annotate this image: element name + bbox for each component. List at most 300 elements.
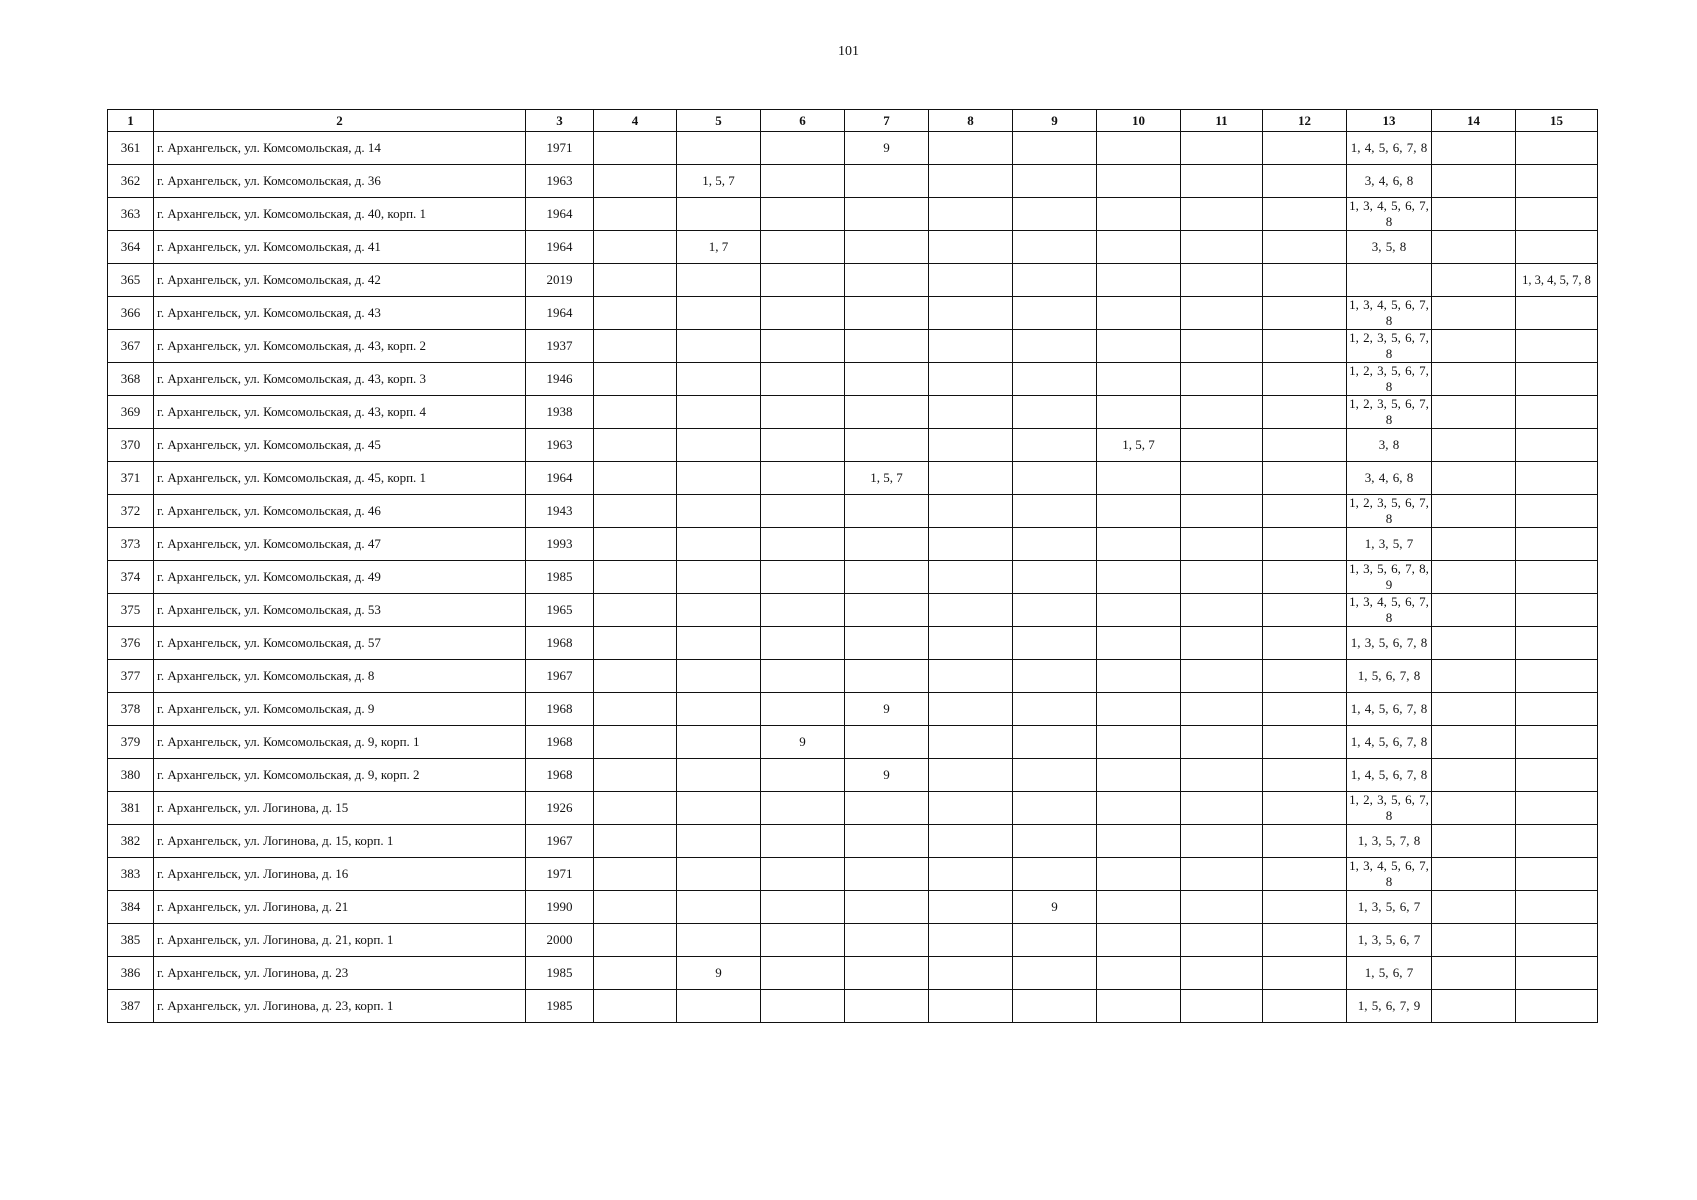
column-10-cell xyxy=(1097,726,1181,759)
address-cell: г. Архангельск, ул. Логинова, д. 15 xyxy=(154,792,526,825)
column-7-cell xyxy=(845,660,929,693)
column-6-cell: 9 xyxy=(761,726,845,759)
column-14-cell xyxy=(1432,858,1516,891)
column-15-cell xyxy=(1516,891,1598,924)
column-12-cell xyxy=(1263,429,1347,462)
column-10-cell xyxy=(1097,693,1181,726)
address-cell: г. Архангельск, ул. Комсомольская, д. 47 xyxy=(154,528,526,561)
column-5-cell xyxy=(677,627,761,660)
column-9-cell xyxy=(1013,231,1097,264)
column-9-cell xyxy=(1013,330,1097,363)
column-12-cell xyxy=(1263,990,1347,1023)
column-15-cell xyxy=(1516,297,1598,330)
table-row xyxy=(108,660,1598,693)
column-7-cell: 9 xyxy=(845,759,929,792)
column-12-cell xyxy=(1263,231,1347,264)
column-9-cell xyxy=(1013,495,1097,528)
column-10-cell xyxy=(1097,990,1181,1023)
table-row xyxy=(108,264,1598,297)
row-number-cell: 362 xyxy=(108,165,154,198)
column-11-cell xyxy=(1181,825,1263,858)
address-cell: г. Архангельск, ул. Комсомольская, д. 43 xyxy=(154,297,526,330)
column-5-cell xyxy=(677,561,761,594)
column-15-cell xyxy=(1516,528,1598,561)
column-8-cell xyxy=(929,231,1013,264)
column-13-cell: 1, 4, 5, 6, 7, 8 xyxy=(1347,759,1432,792)
column-4-cell xyxy=(594,495,677,528)
column-6-cell xyxy=(761,924,845,957)
column-7-cell xyxy=(845,858,929,891)
column-11-cell xyxy=(1181,198,1263,231)
column-10-cell xyxy=(1097,957,1181,990)
column-15-cell xyxy=(1516,165,1598,198)
column-11-cell xyxy=(1181,165,1263,198)
column-10-cell xyxy=(1097,165,1181,198)
column-15-cell xyxy=(1516,330,1598,363)
row-number-cell: 378 xyxy=(108,693,154,726)
column-7-cell xyxy=(845,990,929,1023)
year-cell: 1985 xyxy=(526,561,594,594)
column-13-cell: 3, 4, 6, 8 xyxy=(1347,462,1432,495)
column-6-cell xyxy=(761,693,845,726)
column-13-cell: 1, 5, 6, 7, 8 xyxy=(1347,660,1432,693)
year-cell: 1964 xyxy=(526,462,594,495)
column-11-cell xyxy=(1181,297,1263,330)
column-10-cell xyxy=(1097,132,1181,165)
column-14-cell xyxy=(1432,594,1516,627)
column-header-15: 15 xyxy=(1516,110,1598,132)
column-4-cell xyxy=(594,429,677,462)
column-10-cell xyxy=(1097,363,1181,396)
column-9-cell xyxy=(1013,957,1097,990)
column-12-cell xyxy=(1263,594,1347,627)
column-header-8: 8 xyxy=(929,110,1013,132)
column-10-cell xyxy=(1097,891,1181,924)
column-5-cell xyxy=(677,363,761,396)
column-10-cell xyxy=(1097,231,1181,264)
column-4-cell xyxy=(594,957,677,990)
row-number-cell: 384 xyxy=(108,891,154,924)
column-5-cell xyxy=(677,891,761,924)
column-9-cell xyxy=(1013,165,1097,198)
column-4-cell xyxy=(594,528,677,561)
table-row xyxy=(108,858,1598,891)
year-cell: 2019 xyxy=(526,264,594,297)
row-number-cell: 376 xyxy=(108,627,154,660)
column-11-cell xyxy=(1181,957,1263,990)
column-14-cell xyxy=(1432,627,1516,660)
column-8-cell xyxy=(929,297,1013,330)
row-number-cell: 369 xyxy=(108,396,154,429)
column-13-cell: 3, 4, 6, 8 xyxy=(1347,165,1432,198)
column-4-cell xyxy=(594,594,677,627)
column-6-cell xyxy=(761,792,845,825)
column-15-cell: 1, 3, 4, 5, 7, 8 xyxy=(1516,264,1598,297)
column-4-cell xyxy=(594,132,677,165)
column-11-cell xyxy=(1181,363,1263,396)
column-12-cell xyxy=(1263,858,1347,891)
column-15-cell xyxy=(1516,627,1598,660)
column-8-cell xyxy=(929,759,1013,792)
table-row xyxy=(108,330,1598,363)
row-number-cell: 366 xyxy=(108,297,154,330)
table-row xyxy=(108,627,1598,660)
column-4-cell xyxy=(594,924,677,957)
column-6-cell xyxy=(761,429,845,462)
column-6-cell xyxy=(761,264,845,297)
column-15-cell xyxy=(1516,462,1598,495)
row-number-cell: 368 xyxy=(108,363,154,396)
column-5-cell xyxy=(677,726,761,759)
year-cell: 1985 xyxy=(526,990,594,1023)
column-7-cell xyxy=(845,198,929,231)
column-7-cell xyxy=(845,396,929,429)
column-13-cell: 1, 3, 4, 5, 6, 7, 8 xyxy=(1347,297,1432,330)
column-13-cell: 1, 3, 5, 7 xyxy=(1347,528,1432,561)
row-number-cell: 383 xyxy=(108,858,154,891)
column-4-cell xyxy=(594,825,677,858)
column-15-cell xyxy=(1516,594,1598,627)
column-5-cell xyxy=(677,132,761,165)
row-number-cell: 375 xyxy=(108,594,154,627)
column-4-cell xyxy=(594,792,677,825)
column-8-cell xyxy=(929,495,1013,528)
column-13-cell xyxy=(1347,264,1432,297)
column-5-cell xyxy=(677,759,761,792)
column-12-cell xyxy=(1263,165,1347,198)
address-cell: г. Архангельск, ул. Комсомольская, д. 42 xyxy=(154,264,526,297)
column-5-cell: 1, 5, 7 xyxy=(677,165,761,198)
table-row xyxy=(108,891,1598,924)
year-cell: 1963 xyxy=(526,429,594,462)
column-8-cell xyxy=(929,957,1013,990)
column-4-cell xyxy=(594,165,677,198)
address-cell: г. Архангельск, ул. Комсомольская, д. 9, корп. 1 xyxy=(154,726,526,759)
column-14-cell xyxy=(1432,825,1516,858)
address-cell: г. Архангельск, ул. Комсомольская, д. 43, корп. 3 xyxy=(154,363,526,396)
column-15-cell xyxy=(1516,132,1598,165)
column-11-cell xyxy=(1181,330,1263,363)
column-5-cell xyxy=(677,429,761,462)
column-13-cell: 1, 3, 4, 5, 6, 7, 8 xyxy=(1347,858,1432,891)
column-header-11: 11 xyxy=(1181,110,1263,132)
column-8-cell xyxy=(929,990,1013,1023)
table-row xyxy=(108,462,1598,495)
column-7-cell xyxy=(845,924,929,957)
address-cell: г. Архангельск, ул. Комсомольская, д. 49 xyxy=(154,561,526,594)
year-cell: 1965 xyxy=(526,594,594,627)
column-7-cell xyxy=(845,561,929,594)
column-9-cell xyxy=(1013,264,1097,297)
year-cell: 1938 xyxy=(526,396,594,429)
column-15-cell xyxy=(1516,660,1598,693)
table-row xyxy=(108,561,1598,594)
row-number-cell: 371 xyxy=(108,462,154,495)
column-9-cell xyxy=(1013,924,1097,957)
column-7-cell xyxy=(845,165,929,198)
column-15-cell xyxy=(1516,693,1598,726)
address-cell: г. Архангельск, ул. Комсомольская, д. 45 xyxy=(154,429,526,462)
column-6-cell xyxy=(761,363,845,396)
column-12-cell xyxy=(1263,396,1347,429)
address-cell: г. Архангельск, ул. Комсомольская, д. 43, корп. 2 xyxy=(154,330,526,363)
table-body xyxy=(108,132,1598,1023)
row-number-cell: 373 xyxy=(108,528,154,561)
year-cell: 1990 xyxy=(526,891,594,924)
column-10-cell xyxy=(1097,396,1181,429)
column-5-cell xyxy=(677,264,761,297)
column-6-cell xyxy=(761,594,845,627)
column-10-cell xyxy=(1097,792,1181,825)
column-6-cell xyxy=(761,858,845,891)
column-header-3: 3 xyxy=(526,110,594,132)
column-header-6: 6 xyxy=(761,110,845,132)
column-5-cell xyxy=(677,924,761,957)
column-12-cell xyxy=(1263,198,1347,231)
column-11-cell xyxy=(1181,858,1263,891)
column-6-cell xyxy=(761,198,845,231)
row-number-cell: 370 xyxy=(108,429,154,462)
column-15-cell xyxy=(1516,825,1598,858)
column-8-cell xyxy=(929,693,1013,726)
table-row xyxy=(108,924,1598,957)
column-14-cell xyxy=(1432,561,1516,594)
column-14-cell xyxy=(1432,726,1516,759)
column-8-cell xyxy=(929,429,1013,462)
column-13-cell: 1, 5, 6, 7 xyxy=(1347,957,1432,990)
column-12-cell xyxy=(1263,627,1347,660)
row-number-cell: 361 xyxy=(108,132,154,165)
column-11-cell xyxy=(1181,627,1263,660)
address-cell: г. Архангельск, ул. Логинова, д. 15, корп. 1 xyxy=(154,825,526,858)
row-number-cell: 381 xyxy=(108,792,154,825)
row-number-cell: 379 xyxy=(108,726,154,759)
column-7-cell xyxy=(845,957,929,990)
address-cell: г. Архангельск, ул. Комсомольская, д. 14 xyxy=(154,132,526,165)
column-15-cell xyxy=(1516,429,1598,462)
column-15-cell xyxy=(1516,231,1598,264)
column-header-7: 7 xyxy=(845,110,929,132)
address-cell: г. Архангельск, ул. Комсомольская, д. 9, корп. 2 xyxy=(154,759,526,792)
column-11-cell xyxy=(1181,495,1263,528)
column-9-cell xyxy=(1013,990,1097,1023)
column-9-cell xyxy=(1013,726,1097,759)
column-9-cell xyxy=(1013,759,1097,792)
year-cell: 1968 xyxy=(526,693,594,726)
column-14-cell xyxy=(1432,990,1516,1023)
column-15-cell xyxy=(1516,858,1598,891)
year-cell: 1985 xyxy=(526,957,594,990)
address-cell: г. Архангельск, ул. Комсомольская, д. 45, корп. 1 xyxy=(154,462,526,495)
column-14-cell xyxy=(1432,924,1516,957)
column-7-cell xyxy=(845,594,929,627)
column-header-5: 5 xyxy=(677,110,761,132)
column-10-cell xyxy=(1097,528,1181,561)
column-11-cell xyxy=(1181,462,1263,495)
year-cell: 1971 xyxy=(526,132,594,165)
column-12-cell xyxy=(1263,891,1347,924)
column-10-cell xyxy=(1097,825,1181,858)
column-13-cell: 1, 2, 3, 5, 6, 7, 8 xyxy=(1347,495,1432,528)
column-13-cell: 1, 3, 5, 6, 7 xyxy=(1347,891,1432,924)
table-row xyxy=(108,792,1598,825)
column-8-cell xyxy=(929,132,1013,165)
column-11-cell xyxy=(1181,264,1263,297)
address-cell: г. Архангельск, ул. Комсомольская, д. 53 xyxy=(154,594,526,627)
year-cell: 1926 xyxy=(526,792,594,825)
table-row xyxy=(108,132,1598,165)
column-4-cell xyxy=(594,858,677,891)
column-12-cell xyxy=(1263,462,1347,495)
header-row xyxy=(108,110,1598,132)
column-5-cell xyxy=(677,495,761,528)
column-8-cell xyxy=(929,891,1013,924)
column-8-cell xyxy=(929,561,1013,594)
column-6-cell xyxy=(761,759,845,792)
column-13-cell: 1, 4, 5, 6, 7, 8 xyxy=(1347,726,1432,759)
column-4-cell xyxy=(594,363,677,396)
column-11-cell xyxy=(1181,396,1263,429)
table-row xyxy=(108,726,1598,759)
column-9-cell xyxy=(1013,693,1097,726)
column-9-cell xyxy=(1013,462,1097,495)
column-10-cell xyxy=(1097,759,1181,792)
column-14-cell xyxy=(1432,759,1516,792)
table-row xyxy=(108,363,1598,396)
row-number-cell: 367 xyxy=(108,330,154,363)
year-cell: 2000 xyxy=(526,924,594,957)
column-7-cell: 9 xyxy=(845,693,929,726)
column-14-cell xyxy=(1432,891,1516,924)
column-14-cell xyxy=(1432,792,1516,825)
column-4-cell xyxy=(594,330,677,363)
column-10-cell xyxy=(1097,627,1181,660)
column-5-cell xyxy=(677,198,761,231)
column-4-cell xyxy=(594,726,677,759)
column-13-cell: 1, 2, 3, 5, 6, 7, 8 xyxy=(1347,363,1432,396)
column-6-cell xyxy=(761,165,845,198)
column-10-cell: 1, 5, 7 xyxy=(1097,429,1181,462)
column-4-cell xyxy=(594,759,677,792)
column-7-cell xyxy=(845,792,929,825)
column-4-cell xyxy=(594,561,677,594)
column-8-cell xyxy=(929,264,1013,297)
column-11-cell xyxy=(1181,759,1263,792)
table-row xyxy=(108,495,1598,528)
address-cell: г. Архангельск, ул. Логинова, д. 21 xyxy=(154,891,526,924)
column-8-cell xyxy=(929,924,1013,957)
column-6-cell xyxy=(761,462,845,495)
table-row xyxy=(108,297,1598,330)
column-10-cell xyxy=(1097,297,1181,330)
address-cell: г. Архангельск, ул. Комсомольская, д. 46 xyxy=(154,495,526,528)
column-6-cell xyxy=(761,132,845,165)
column-7-cell xyxy=(845,726,929,759)
column-12-cell xyxy=(1263,924,1347,957)
column-15-cell xyxy=(1516,396,1598,429)
column-5-cell xyxy=(677,693,761,726)
column-13-cell: 1, 3, 5, 7, 8 xyxy=(1347,825,1432,858)
column-6-cell xyxy=(761,660,845,693)
address-cell: г. Архангельск, ул. Комсомольская, д. 36 xyxy=(154,165,526,198)
column-4-cell xyxy=(594,990,677,1023)
column-7-cell xyxy=(845,627,929,660)
column-15-cell xyxy=(1516,990,1598,1023)
column-11-cell xyxy=(1181,528,1263,561)
column-15-cell xyxy=(1516,561,1598,594)
column-13-cell: 1, 3, 5, 6, 7, 8 xyxy=(1347,627,1432,660)
column-14-cell xyxy=(1432,165,1516,198)
column-9-cell xyxy=(1013,825,1097,858)
column-15-cell xyxy=(1516,792,1598,825)
column-8-cell xyxy=(929,462,1013,495)
row-number-cell: 385 xyxy=(108,924,154,957)
address-cell: г. Архангельск, ул. Комсомольская, д. 8 xyxy=(154,660,526,693)
column-9-cell xyxy=(1013,429,1097,462)
table-row xyxy=(108,957,1598,990)
address-cell: г. Архангельск, ул. Комсомольская, д. 40, корп. 1 xyxy=(154,198,526,231)
column-10-cell xyxy=(1097,660,1181,693)
year-cell: 1943 xyxy=(526,495,594,528)
column-14-cell xyxy=(1432,462,1516,495)
column-12-cell xyxy=(1263,759,1347,792)
column-header-10: 10 xyxy=(1097,110,1181,132)
column-6-cell xyxy=(761,891,845,924)
column-8-cell xyxy=(929,792,1013,825)
column-10-cell xyxy=(1097,858,1181,891)
column-9-cell xyxy=(1013,198,1097,231)
column-9-cell xyxy=(1013,858,1097,891)
column-12-cell xyxy=(1263,264,1347,297)
row-number-cell: 386 xyxy=(108,957,154,990)
column-9-cell: 9 xyxy=(1013,891,1097,924)
address-cell: г. Архангельск, ул. Комсомольская, д. 57 xyxy=(154,627,526,660)
column-14-cell xyxy=(1432,132,1516,165)
column-11-cell xyxy=(1181,594,1263,627)
column-5-cell xyxy=(677,792,761,825)
column-8-cell xyxy=(929,330,1013,363)
column-10-cell xyxy=(1097,462,1181,495)
column-14-cell xyxy=(1432,660,1516,693)
column-7-cell xyxy=(845,528,929,561)
column-4-cell xyxy=(594,627,677,660)
column-5-cell xyxy=(677,396,761,429)
column-6-cell xyxy=(761,825,845,858)
column-9-cell xyxy=(1013,396,1097,429)
column-15-cell xyxy=(1516,759,1598,792)
column-4-cell xyxy=(594,231,677,264)
column-7-cell xyxy=(845,330,929,363)
column-14-cell xyxy=(1432,198,1516,231)
column-12-cell xyxy=(1263,495,1347,528)
column-7-cell xyxy=(845,891,929,924)
column-12-cell xyxy=(1263,693,1347,726)
column-9-cell xyxy=(1013,528,1097,561)
column-7-cell xyxy=(845,825,929,858)
column-header-4: 4 xyxy=(594,110,677,132)
column-8-cell xyxy=(929,198,1013,231)
column-12-cell xyxy=(1263,561,1347,594)
column-4-cell xyxy=(594,693,677,726)
year-cell: 1967 xyxy=(526,825,594,858)
year-cell: 1968 xyxy=(526,759,594,792)
column-10-cell xyxy=(1097,330,1181,363)
year-cell: 1993 xyxy=(526,528,594,561)
column-8-cell xyxy=(929,528,1013,561)
column-5-cell xyxy=(677,330,761,363)
column-12-cell xyxy=(1263,825,1347,858)
column-12-cell xyxy=(1263,660,1347,693)
